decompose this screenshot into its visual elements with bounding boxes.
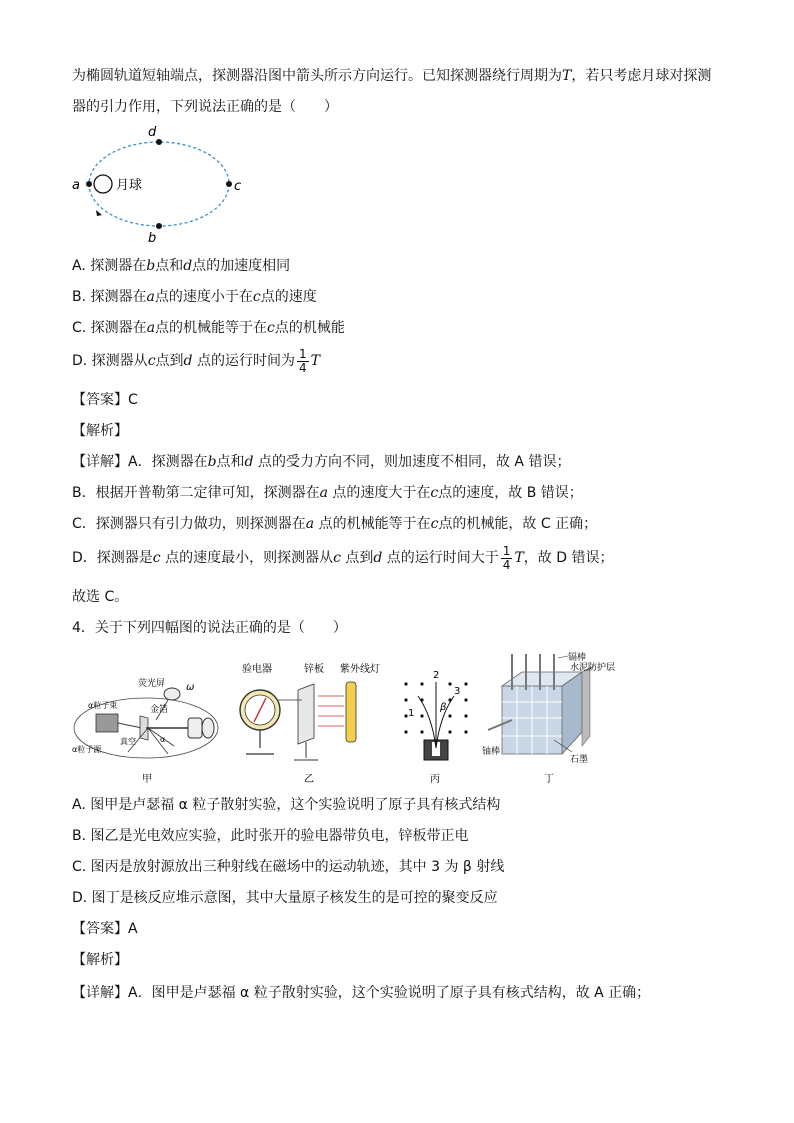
caption-yi: 乙 <box>304 774 314 785</box>
svg-text:锌板: 锌板 <box>304 664 324 675</box>
svg-text:石墨: 石墨 <box>570 755 589 765</box>
q3-detail-d: D．探测器是c 点的速度最小，则探测器从c 点到d 点的运行时间大于 $\frac{1}{4}$ T，故 D 错误； <box>72 543 614 572</box>
point-a <box>86 181 92 187</box>
figure-bing <box>396 656 476 788</box>
figure-ding <box>482 650 634 788</box>
svg-text:α: α <box>160 735 166 744</box>
q3-orbit-figure <box>66 124 246 246</box>
svg-text:水泥防护层: 水泥防护层 <box>570 663 616 673</box>
q3-detail-b: B．根据开普勒第二定律可知，探测器在a 点的速度大于在c点的速度，故 B 错误； <box>72 485 583 501</box>
q3-option-c: C. 探测器在a点的机械能等于在c点的机械能 <box>72 320 345 336</box>
q4-analysis-label: 【解析】 <box>72 952 128 968</box>
q3-detail-c: C．探测器只有引力做功，则探测器在a 点的机械能等于在c点的机械能，故 C 正确； <box>72 516 598 532</box>
svg-text:金箔: 金箔 <box>150 705 169 715</box>
caption-jia: 甲 <box>142 774 152 785</box>
svg-text:β: β <box>440 702 447 713</box>
q4-option-d: D. 图丁是核反应堆示意图，其中大量原子核发生的是可控的聚变反应 <box>72 890 498 906</box>
svg-text:1: 1 <box>408 708 415 719</box>
q4-answer: 【答案】A <box>72 921 138 937</box>
svg-text:紫外线灯: 紫外线灯 <box>340 664 380 675</box>
q4-option-c: C. 图丙是放射源放出三种射线在磁场中的运动轨迹，其中 3 为 β 射线 <box>72 859 505 875</box>
caption-bing: 丙 <box>430 774 440 785</box>
svg-text:铀棒: 铀棒 <box>482 747 501 757</box>
moon-label: 月球 <box>116 178 143 193</box>
point-d <box>156 139 162 145</box>
direction-arrow <box>96 210 102 216</box>
svg-text:ω: ω <box>186 682 195 693</box>
q3-option-a: A. 探测器在b点和d点的加速度相同 <box>72 258 291 274</box>
q3-detail-a: 【详解】A．探测器在b点和d 点的受力方向不同，则加速度不相同，故 A 错误； <box>72 454 571 470</box>
q3-option-b: B. 探测器在a点的速度小于在c点的速度 <box>72 289 317 305</box>
svg-text:α粒子束: α粒子束 <box>88 701 118 710</box>
q4-option-b: B. 图乙是光电效应实验，此时张开的验电器带负电，锌板带正电 <box>72 828 469 844</box>
point-c <box>226 181 232 187</box>
q3-conclusion: 故选 C。 <box>72 589 129 605</box>
svg-text:真空: 真空 <box>120 737 136 746</box>
fraction-one-quarter: $\frac{1}{4}$ <box>298 346 307 375</box>
label-d: d <box>148 125 157 140</box>
q3-answer: 【答案】C <box>72 392 138 408</box>
figure-jia <box>68 656 228 788</box>
svg-text:镉棒: 镉棒 <box>568 653 587 663</box>
q3-option-d: D. 探测器从c点到d 点的运行时间为 $\frac{1}{4}$ T <box>72 346 320 375</box>
svg-text:荧光屏: 荧光屏 <box>138 679 166 689</box>
caption-ding: 丁 <box>544 774 554 785</box>
q4-detail-a: 【详解】A．图甲是卢瑟福 α 粒子散射实验，这个实验说明了原子具有核式结构，故 A 正确； <box>72 985 651 1001</box>
moon-circle <box>94 175 112 193</box>
svg-text:2: 2 <box>433 670 440 681</box>
svg-text:α粒子源: α粒子源 <box>72 745 102 754</box>
q4-option-a: A. 图甲是卢瑟福 α 粒子散射实验，这个实验说明了原子具有核式结构 <box>72 797 501 813</box>
svg-text:3: 3 <box>454 686 461 697</box>
q3-stem-line1: 为椭圆轨道短轴端点，探测器沿图中箭头所示方向运行。已知探测器绕行周期为T，若只考虑月球对探测 <box>72 68 712 84</box>
q4-stem: 4．关于下列四幅图的说法正确的是（ ） <box>72 620 347 636</box>
q3-analysis-label: 【解析】 <box>72 423 128 439</box>
label-a: a <box>72 178 80 193</box>
svg-text:验电器: 验电器 <box>242 664 272 675</box>
point-b <box>156 223 162 229</box>
label-c: c <box>234 179 242 194</box>
figure-yi <box>234 656 382 788</box>
fraction-one-quarter: $\frac{1}{4}$ <box>502 543 511 572</box>
label-b: b <box>148 231 157 246</box>
q3-stem-line2: 器的引力作用，下列说法正确的是（ ） <box>72 99 338 115</box>
